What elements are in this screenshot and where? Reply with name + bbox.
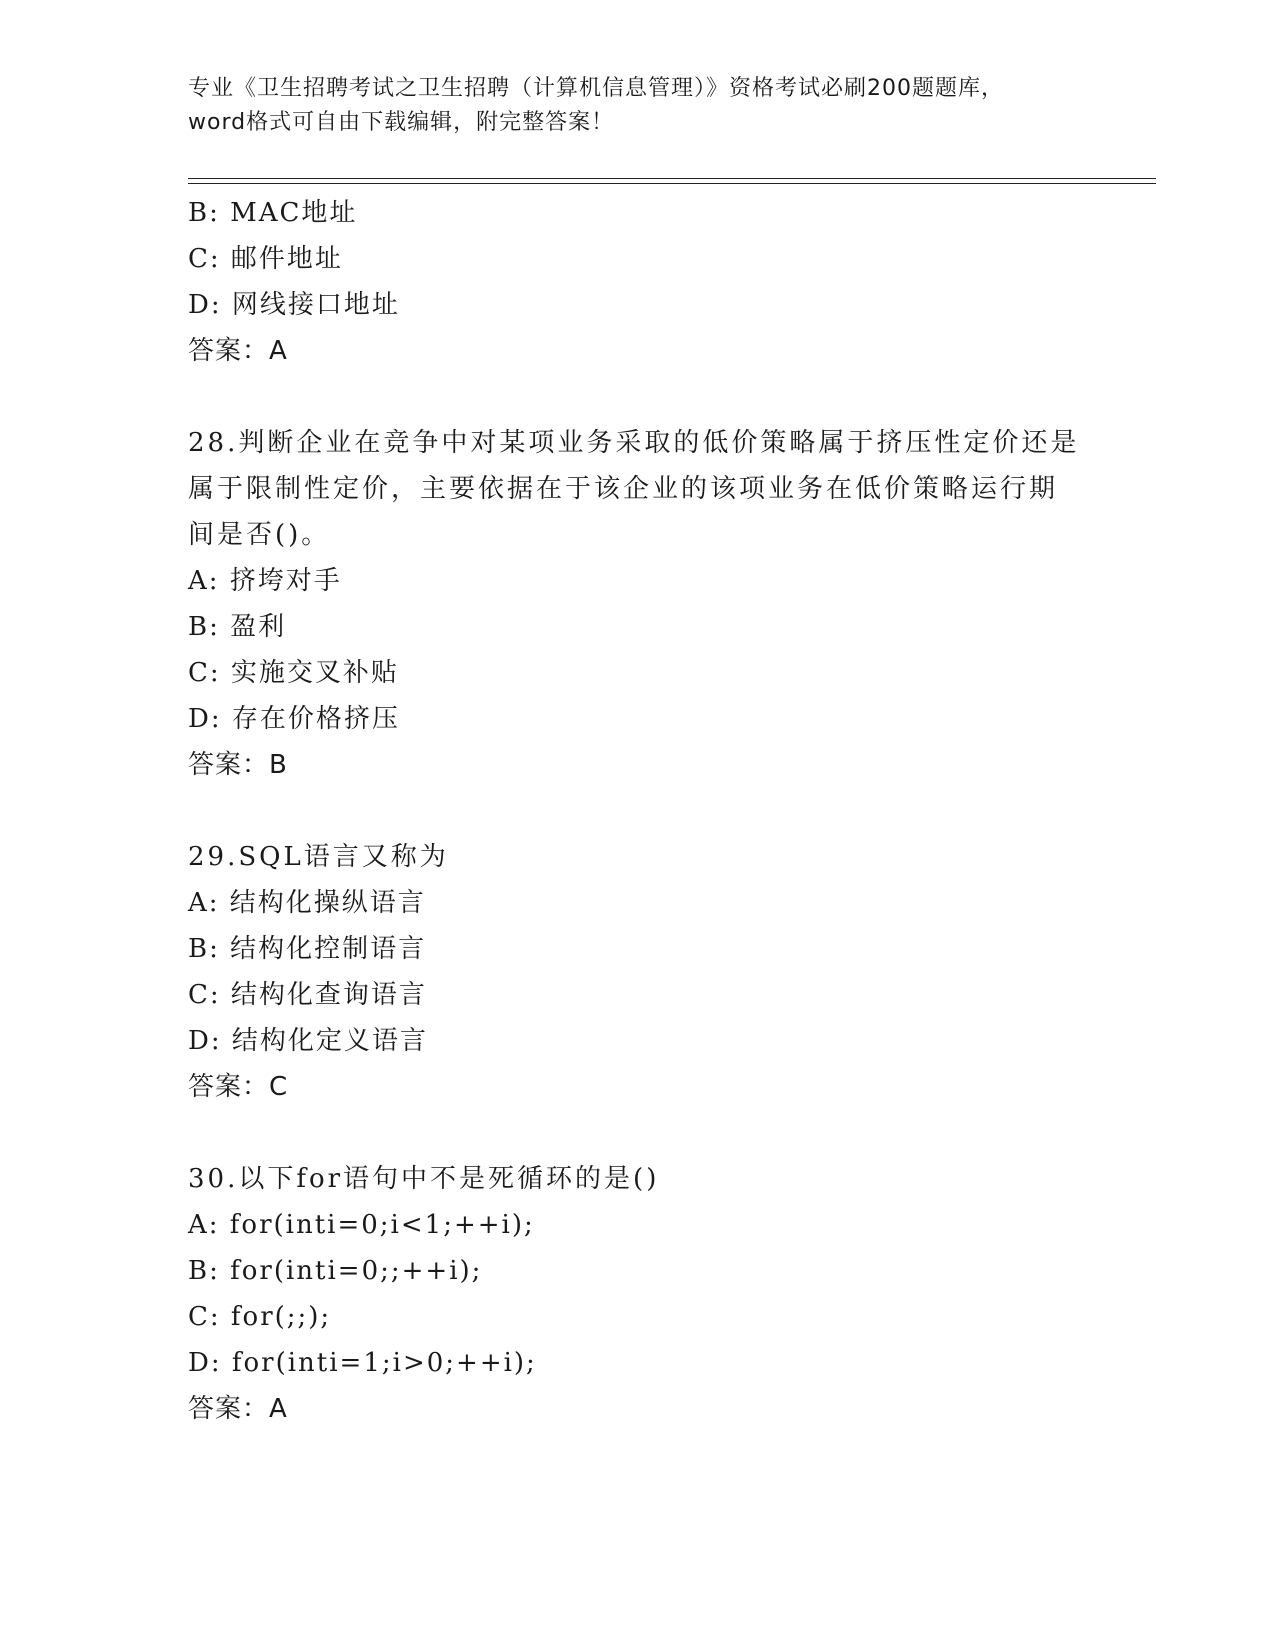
question-text-line: 29.SQL语言又称为 <box>188 842 449 872</box>
option-c: C: 结构化查询语言 <box>188 980 427 1010</box>
option-d: D: 存在价格挤压 <box>188 704 400 734</box>
header-divider-bottom <box>188 183 1156 184</box>
answer-line: 答案：A <box>188 1394 288 1424</box>
spacer <box>188 374 1088 420</box>
header-line-1: 专业《卫生招聘考试之卫生招聘（计算机信息管理）》资格考试必刷200题题库， <box>188 76 1004 101</box>
document-body <box>188 190 1088 1432</box>
question-text-line: 30.以下for语句中不是死循环的是() <box>188 1164 660 1194</box>
answer-line: 答案：B <box>188 750 288 780</box>
option-b: B: MAC地址 <box>188 198 358 228</box>
option-b: B: 结构化控制语言 <box>188 934 427 964</box>
header-line-2: word格式可自由下载编辑，附完整答案！ <box>188 110 615 135</box>
spacer <box>188 788 1088 834</box>
option-b: B: 盈利 <box>188 612 287 642</box>
spacer <box>188 1110 1088 1156</box>
option-a: A: 挤垮对手 <box>188 566 342 596</box>
question-fragment <box>188 190 1088 374</box>
option-d: D: for(inti=1;i>0;++i); <box>188 1348 537 1378</box>
question-28 <box>188 420 1088 788</box>
question-29 <box>188 834 1088 1110</box>
option-a: A: 结构化操纵语言 <box>188 888 426 918</box>
option-d: D: 结构化定义语言 <box>188 1026 428 1056</box>
option-c: C: 邮件地址 <box>188 244 343 274</box>
question-30 <box>188 1156 1088 1432</box>
option-c: C: for(;;); <box>188 1302 332 1332</box>
question-text <box>188 1156 1088 1202</box>
option-a: A: for(inti=0;i<1;++i); <box>188 1210 535 1240</box>
question-text-line: 间是否()。 <box>188 520 331 550</box>
header-divider-top <box>188 178 1156 179</box>
answer-line: 答案：C <box>188 1072 289 1102</box>
document-header <box>188 72 1088 140</box>
question-text <box>188 420 1088 558</box>
option-d: D: 网线接口地址 <box>188 290 400 320</box>
option-b: B: for(inti=0;;++i); <box>188 1256 483 1286</box>
answer-line: 答案：A <box>188 336 288 366</box>
question-text-line: 属于限制性定价，主要依据在于该企业的该项业务在低价策略运行期 <box>188 474 1059 504</box>
question-text <box>188 834 1088 880</box>
question-text-line: 28.判断企业在竞争中对某项业务采取的低价策略属于挤压性定价还是 <box>188 428 1080 458</box>
option-c: C: 实施交叉补贴 <box>188 658 399 688</box>
